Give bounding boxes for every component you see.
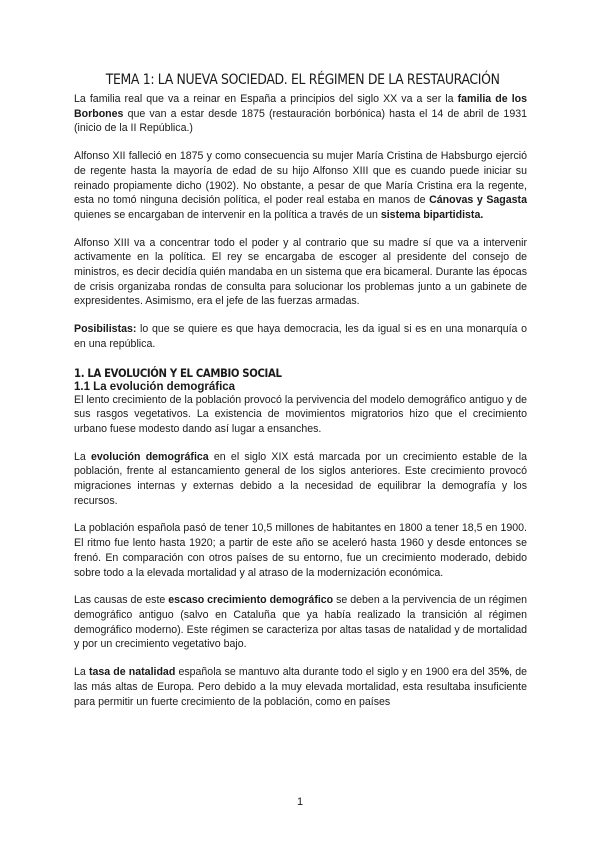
page-title: TEMA 1: LA NUEVA SOCIEDAD. EL RÉGIMEN DE LA RESTAURACIÓN [105, 72, 500, 88]
bold-text: Cánovas y Sagasta [429, 194, 527, 207]
section-paragraphs [74, 393, 527, 710]
bold-text: % [499, 666, 510, 679]
text-run: lo que se quiere es que haya democracia, les da igual si es en una monarquía o en una república. [74, 323, 527, 350]
paragraph [74, 393, 527, 437]
text-run: La [74, 666, 89, 679]
paragraph [74, 149, 527, 223]
paragraph [74, 322, 527, 351]
text-run: que van a estar desde 1875 (restauración borbónica) hasta el 14 de abril de 1931 (inicio de la II República.) [74, 107, 527, 135]
text-run: Alfonso XII falleció en 1875 y como consecuencia su mujer María Cristina de Habsburgo ejerció de regente hasta la mayoría de edad de su hijo Alfonso XIII que es cuando puede iniciar su reinado propiamente dicho (1902). No obstante, a pesar de que María Cristina era la regente, esta no tomó ninguna decisión política, el poder real estaba en manos de [74, 150, 527, 207]
text-run: española se mantuvo alta durante todo el siglo y en 1900 era del 35 [175, 666, 500, 679]
paragraph [74, 665, 527, 709]
paragraph [74, 593, 527, 652]
paragraph [74, 521, 527, 580]
text-run: en el siglo XIX está marcada por un crecimiento estable de la población, frente al estancamiento general de los siglos anteriores. Este crecimiento provocó migraciones internas y externas debido a la necesidad de equilibrar la demografía y los recursos. [74, 450, 527, 507]
text-run: se deben a la pervivencia de un régimen demográfico antiguo (salvo en Cataluña que ya había realizado la transición al régimen demográfico moderno). Este régimen se caracteriza por altas tasas de natalidad y de mortalidad y por un crecimiento vegetativo bajo. [74, 594, 527, 651]
text-run: La población española pasó de tener 10,5 millones de habitantes en 1800 a tener 18,5 en 1900. El ritmo fue lento hasta 1920; a partir de este año se aceleró hasta 1960 y desde entonces se frenó. En comparación con otros países de su entorno, fue un crecimiento moderado, debido sobre todo a la elevada mortalidad y al atraso de la modernización económica. [74, 522, 527, 579]
paragraph [74, 236, 527, 310]
text-run: , de las más altas de Europa. Pero debido a la muy elevada mortalidad, esta resultaba insuficiente para permitir un fuerte crecimiento de la población, como en países [74, 666, 527, 708]
section-heading: 1. LA EVOLUCIÓN Y EL CAMBIO SOCIAL [74, 365, 282, 380]
text-run: La [74, 450, 92, 463]
paragraph [74, 92, 527, 136]
bold-text: escaso crecimiento demográfico [168, 594, 334, 607]
bold-text: Posibilistas: [74, 323, 137, 336]
text-run: quienes se encargaban de intervenir en la política a través de un [74, 208, 381, 221]
subsection-heading: 1.1 La evolución demográfica [74, 380, 236, 393]
intro-paragraphs [74, 92, 527, 352]
bold-text: evolución demográfica [91, 450, 209, 463]
bold-text: sistema bipartidista. [380, 208, 484, 221]
bold-text: tasa de natalidad [88, 666, 176, 679]
paragraph [74, 450, 527, 509]
bold-text: familia de los Borbones [74, 93, 527, 120]
text-run: Alfonso XIII va a concentrar todo el poder y al contrario que su madre sí que va a intervenir activamente en la política. El rey se encargaba de escoger al presidente del consejo de ministros, es decir decidía quién mandaba en un sistema que era bicameral. Durante las épocas de crisis organizaba rondas de consulta para solucionar los problemas junto a un gabinete de expresidentes. Asimismo, era el jefe de las fuerzas armadas. [74, 236, 527, 308]
text-run: Las causas de este [74, 594, 169, 607]
page-number: 1 [296, 796, 304, 808]
page-content [74, 72, 527, 722]
text-run: La familia real que va a reinar en España a principios del siglo XX va a ser la [74, 93, 458, 105]
text-run: El lento crecimiento de la población provocó la pervivencia del modelo demográfico antiguo y de sus rasgos vegetativos. La existencia de movimientos migratorios hizo que el crecimiento urbano fuese modesto dando así lugar a ensanches. [74, 393, 527, 435]
